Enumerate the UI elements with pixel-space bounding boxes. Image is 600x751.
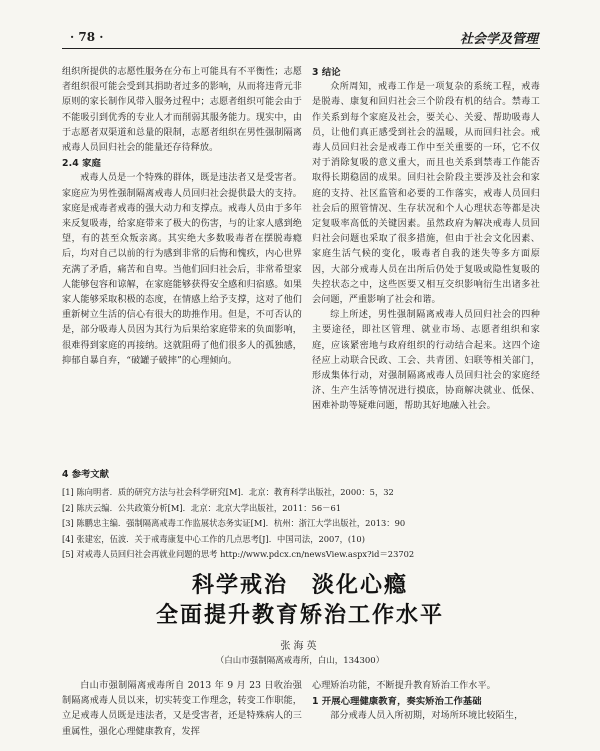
section-heading-conclusion: 3 结论: [312, 67, 341, 78]
right-paragraph-1: 众所周知，戒毒工作是一项复杂的系统工程，戒毒是脱毒、康复和回归社会三个阶段有机的结合。禁毒工作关系到每个家庭及社会，要关心、关爱、帮助吸毒人员，让他们真正感受到社会的温暖，从而回归社会。戒毒人员回归社会是戒毒工作中至关重要的一环，它不仅对于消除复吸的意义重大，而且也关系到禁毒工作能否取得长期稳固的成果。回归社会阶段主要涉及社会和家庭的支持、社区监管和必要的工作落实，戒毒人员回归社会后的照管情况、生存状况和个人心理状态等都是决定复吸率高低的关键因素。虽然政府为解决戒毒人员回归社会问题也采取了很多措施，但由于社会文化因素、家庭生活气候的变化，吸毒者自我的迷失等多方面原因，大部分戒毒人员在出所后仍处于复吸或隐性复吸的失控状态之中，这些医要又相互交织影响衍生出诸多社会问题，严重影响了社会和谐。: [312, 82, 540, 306]
reference-item: [1] 陈向明者．质的研究方法与社会科学研究[M]．北京：教育科学出版社，2000：5，32: [62, 487, 394, 498]
left-paragraph-1: 组织所提供的志愿性服务在分布上可能具有不平衡性；志愿者组织很可能会受到其捐助者过多的影响，从而将违背元非原则的家长制作风带入服务过程中；志愿者组织可能会由于不能吸引到优秀的专业人才而削弱其服务能力。现实中，由于志愿者双渠道和总量的限制，志愿者组织在男性强制隔离戒毒人员回归社会的能量还存待释放。: [62, 67, 302, 154]
references-section: [62, 467, 542, 563]
article-title-line-2: 全面提升教育矫治工作水平: [155, 602, 444, 628]
left-column: [62, 65, 302, 369]
article-left-column: [62, 679, 302, 740]
right-paragraph-2: 综上所述，男性强制隔离戒毒人员回归社会的四种主要途径，即社区管理、就业市场、志愿者组织和家庭，应该紧密地与政府组织的行动结合起来。这四个途径应上动联合民政、工会、共青团、妇联等相关部门，形成集体行动，对强制隔离戒毒人员回归社会的家庭经济、生产生活等情况进行摸底，协商解决就业、低保、困难补助等疑难问题，帮助其好地融入社会。: [312, 310, 540, 412]
article-intro-continued: 心理矫治功能，不断提升教育矫治工作水平。: [312, 681, 496, 691]
section-heading-family: 2.4 家庭: [62, 158, 101, 170]
references-heading: 4 参考文献: [62, 469, 109, 480]
reference-item: [3] 陈鹏忠主编．强制隔离戒毒工作监展状态务实证[M]．杭州：浙江大学出版社，2013：90: [62, 518, 406, 529]
reference-item: [4] 张建宏，伍波．关于戒毒康复中心工作的几点思考[J]．中国司法，2007，(10): [62, 533, 365, 544]
header-rule: [62, 48, 540, 49]
article-author: 张海英: [280, 641, 320, 652]
article-affiliation: （白山市强制隔离戒毒所，白山，134300）: [215, 656, 385, 666]
reference-list: [62, 485, 542, 563]
article-title-line-1: 科学戒治 淡化心瘾: [191, 572, 408, 598]
right-column: [312, 65, 540, 415]
page-number: · 78 ·: [70, 30, 104, 44]
journal-name: 社会学及管理: [459, 32, 538, 47]
left-paragraph-2: 戒毒人员是一个特殊的群体，既是违法者又是受害者。家庭应为男性强制隔离戒毒人员回归社会提供最大的支持。家庭是戒毒者戒毒的强大动力和支撑点。戒毒人员由于多年来反复吸毒，给家庭带来了极大的伤害，与的让家人感到绝望，有的甚至众叛亲离。其实绝大多数吸毒者在摆脱毒瘾后，均对自己以前的行为感到非常的后悔和愧疚，内心世界充满了矛盾，痛苦和自卑。当他们回归社会后，非常希望家人能够包容和谅解，在家庭能够获得安全感和归宿感。如果家人能够采取积极的态度，在情感上给予支撑，这对了他们重新树立生活的信心有很大的助推作用。但是，不可否认的是，部分吸毒人员因为其行为后果给家庭带来的负面影响，很难得到家庭的再接纳。这就阻碍了他们很多人的孤独感，抑郁自暴自弃，“破罐子破摔”的心理倾向。: [62, 173, 302, 366]
article-section-paragraph: 部分戒毒人员入所初期，对场所环境比较陌生，: [330, 711, 524, 722]
reference-item: [2] 陈庆云编．公共政策分析[M]．北京：北京大学出版社，2011：56－61: [62, 502, 342, 513]
reference-item: [5] 对戒毒人员回归社会再就业问题的思考 http://www.pdcx.cn/newsView.aspx?id＝23702: [62, 549, 415, 560]
article-right-column: [312, 679, 540, 725]
article-section-heading-1: 1 开展心理健康教育，奏实矫治工作基础: [312, 696, 482, 708]
article-intro-paragraph: 白山市强制隔离戒毒所自 2013 年 9 月 23 日收治强制隔离戒毒人员以来，切实转变工作理念，转变工作职能，立足戒毒人员既是违法者，又是受害者，还是特殊病人的三重属性，强化心理健康教育，发挥: [62, 681, 302, 737]
